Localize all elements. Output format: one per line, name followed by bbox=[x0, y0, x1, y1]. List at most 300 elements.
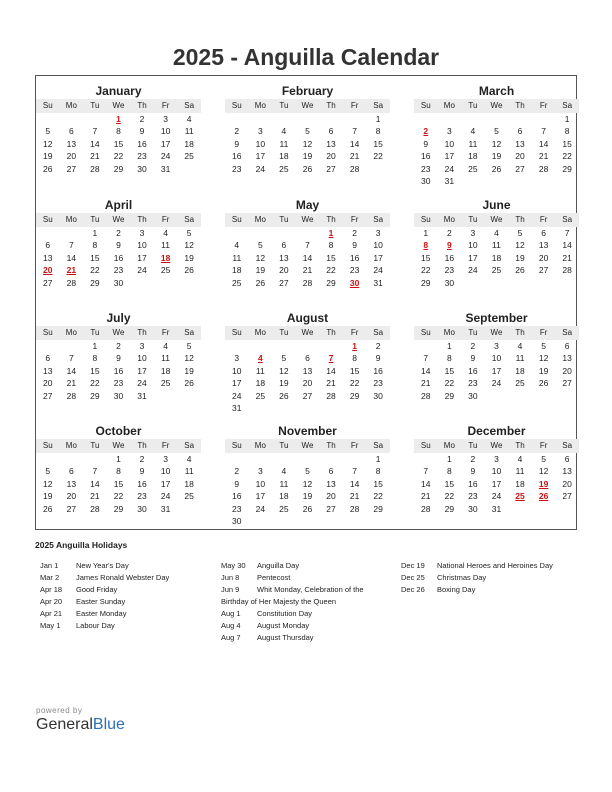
week-row bbox=[225, 227, 390, 239]
weekday-label: We bbox=[490, 101, 503, 110]
weekday-label: Fr bbox=[350, 215, 359, 224]
week-row bbox=[414, 125, 579, 137]
weekday-label: We bbox=[112, 328, 125, 337]
day-cell: 1 bbox=[446, 341, 452, 351]
week-row bbox=[225, 503, 390, 515]
weekday-label: Su bbox=[420, 441, 431, 450]
month-name: July bbox=[106, 311, 131, 325]
day-cell: 6 bbox=[564, 454, 570, 464]
weekday-label: We bbox=[301, 101, 314, 110]
week-row bbox=[414, 239, 579, 251]
day-cell: 12 bbox=[43, 138, 53, 149]
day-cell: 16 bbox=[373, 365, 383, 376]
day-cell: 4 bbox=[186, 454, 192, 464]
day-cell: 3 bbox=[163, 454, 168, 464]
month-name: June bbox=[482, 198, 511, 212]
day-cell: 29 bbox=[326, 277, 336, 288]
empty-day-cell bbox=[343, 515, 367, 527]
weekday-label: Fr bbox=[539, 328, 548, 337]
day-cell: 12 bbox=[302, 478, 313, 489]
day-cell: 22 bbox=[373, 491, 383, 502]
day-cell: 24 bbox=[137, 265, 147, 276]
day-cell: 25 bbox=[232, 277, 242, 288]
day-cell: 27 bbox=[515, 163, 525, 174]
day-cell: 20 bbox=[538, 252, 549, 263]
empty-day-cell bbox=[249, 402, 273, 414]
weekday-label: Th bbox=[137, 215, 147, 224]
day-cell: 5 bbox=[305, 466, 310, 477]
day-cell: 13 bbox=[538, 240, 549, 251]
day-cell: 15 bbox=[90, 365, 100, 376]
holiday-date: Aug 4 bbox=[221, 621, 241, 630]
month-10 bbox=[225, 423, 390, 527]
empty-day-cell bbox=[272, 113, 296, 125]
weekday-label: Su bbox=[42, 441, 53, 450]
day-cell: 12 bbox=[279, 365, 289, 376]
holiday-date: Mar 2 bbox=[40, 573, 60, 582]
day-cell: 5 bbox=[541, 454, 546, 464]
day-cell: 6 bbox=[564, 341, 570, 351]
day-cell: 8 bbox=[375, 126, 381, 137]
week-row bbox=[36, 163, 201, 175]
week-row bbox=[414, 252, 579, 264]
day-cell: 31 bbox=[232, 402, 242, 413]
day-cell: 11 bbox=[161, 353, 170, 364]
weekday-label: Su bbox=[42, 101, 53, 110]
day-cell: 20 bbox=[326, 491, 336, 502]
day-cell: 8 bbox=[446, 466, 452, 477]
day-cell: 11 bbox=[184, 466, 194, 477]
day-cell: 14 bbox=[349, 478, 360, 489]
day-cell: 18 bbox=[468, 151, 478, 162]
day-cell: 26 bbox=[491, 163, 502, 174]
week-row bbox=[225, 377, 390, 389]
day-cell: 12 bbox=[184, 353, 194, 364]
month-11 bbox=[414, 423, 579, 515]
brand-powered-text: powered by bbox=[36, 706, 83, 715]
weekday-label: Su bbox=[42, 328, 53, 337]
week-row bbox=[36, 352, 201, 364]
day-cell: 24 bbox=[373, 265, 383, 276]
day-cell: 2 bbox=[139, 114, 145, 124]
week-row bbox=[36, 390, 201, 402]
day-cell: 12 bbox=[491, 138, 502, 149]
week-row bbox=[225, 390, 390, 402]
empty-day-cell bbox=[154, 277, 178, 289]
weekday-label: Sa bbox=[562, 328, 573, 337]
day-cell: 23 bbox=[373, 378, 383, 389]
day-cell: 17 bbox=[160, 138, 171, 149]
day-cell: 3 bbox=[470, 228, 476, 238]
day-cell: 16 bbox=[232, 151, 242, 162]
weekday-label: We bbox=[301, 441, 314, 450]
empty-day-cell bbox=[249, 340, 273, 352]
day-cell: 19 bbox=[302, 491, 313, 502]
day-cell: 19 bbox=[538, 365, 549, 376]
day-cell: 19 bbox=[515, 252, 525, 263]
day-cell: 14 bbox=[421, 478, 431, 489]
holiday-name: August Thursday bbox=[257, 633, 314, 642]
day-cell: 22 bbox=[113, 151, 124, 162]
empty-day-cell bbox=[296, 340, 320, 352]
day-cell: 24 bbox=[255, 503, 266, 514]
day-cell: 10 bbox=[232, 365, 242, 376]
empty-day-cell bbox=[36, 113, 60, 125]
day-cell: 3 bbox=[163, 114, 168, 124]
day-cell: 3 bbox=[494, 454, 499, 464]
weekday-label: Fr bbox=[350, 328, 359, 337]
holiday-name: James Ronald Webster Day bbox=[76, 573, 170, 582]
weekday-label: Tu bbox=[468, 328, 478, 337]
day-cell: 10 bbox=[160, 466, 171, 477]
day-cell: 5 bbox=[45, 466, 51, 477]
day-cell: 29 bbox=[113, 503, 124, 514]
week-row bbox=[414, 113, 579, 125]
day-cell: 24 bbox=[468, 265, 478, 276]
holiday-name: New Year's Day bbox=[76, 561, 129, 570]
empty-day-cell bbox=[414, 453, 438, 465]
week-row bbox=[36, 113, 201, 125]
week-row bbox=[414, 478, 579, 490]
day-cell: 5 bbox=[541, 341, 546, 351]
day-cell: 22 bbox=[421, 265, 431, 276]
weekday-label: Sa bbox=[184, 101, 195, 110]
day-cell: 11 bbox=[515, 466, 525, 477]
weekday-header bbox=[36, 439, 201, 453]
day-cell: 31 bbox=[373, 277, 383, 288]
month-name: May bbox=[295, 198, 320, 212]
day-cell: 21 bbox=[349, 491, 360, 502]
empty-day-cell bbox=[249, 515, 273, 527]
day-cell: 2 bbox=[470, 454, 476, 464]
day-cell: 6 bbox=[68, 126, 74, 137]
day-cell: 6 bbox=[328, 126, 334, 137]
weekday-label: Th bbox=[515, 441, 525, 450]
holiday-date: May 30 bbox=[221, 561, 246, 570]
day-cell: 10 bbox=[255, 478, 266, 489]
day-cell: 25 bbox=[184, 151, 194, 162]
day-cell: 23 bbox=[232, 503, 242, 514]
day-cell: 8 bbox=[92, 240, 98, 251]
day-cell: 16 bbox=[232, 491, 242, 502]
day-cell: 13 bbox=[562, 466, 572, 477]
weekday-label: Sa bbox=[562, 215, 573, 224]
empty-day-cell bbox=[177, 390, 201, 402]
day-cell: 3 bbox=[257, 466, 263, 477]
day-cell: 6 bbox=[281, 240, 287, 251]
day-cell: 24 bbox=[491, 491, 502, 502]
week-row bbox=[225, 515, 390, 527]
week-row bbox=[225, 138, 390, 150]
empty-day-cell bbox=[461, 113, 485, 125]
holiday-day-cell: 1 bbox=[352, 341, 357, 351]
week-row bbox=[36, 490, 201, 502]
day-cell: 7 bbox=[68, 353, 74, 364]
holiday-row bbox=[401, 572, 553, 584]
week-row bbox=[225, 340, 390, 352]
empty-day-cell bbox=[296, 515, 320, 527]
holiday-name: Constitution Day bbox=[257, 609, 313, 618]
day-cell: 30 bbox=[373, 390, 383, 401]
day-cell: 27 bbox=[562, 378, 572, 389]
weekday-label: Su bbox=[231, 441, 242, 450]
empty-day-cell bbox=[83, 113, 107, 125]
day-cell: 7 bbox=[541, 126, 546, 137]
week-row bbox=[414, 163, 579, 175]
day-cell: 5 bbox=[45, 126, 51, 137]
day-cell: 21 bbox=[421, 378, 431, 389]
day-cell: 22 bbox=[444, 491, 455, 502]
weekday-header bbox=[414, 326, 579, 340]
day-cell: 9 bbox=[234, 478, 240, 489]
day-cell: 14 bbox=[326, 365, 336, 376]
day-cell: 16 bbox=[468, 365, 478, 376]
empty-day-cell bbox=[438, 113, 462, 125]
holiday-row bbox=[40, 620, 169, 632]
day-cell: 13 bbox=[43, 365, 53, 376]
day-cell: 19 bbox=[184, 365, 194, 376]
weekday-label: Tu bbox=[279, 328, 289, 337]
holiday-date: Jan 1 bbox=[40, 561, 59, 570]
day-cell: 7 bbox=[423, 466, 429, 477]
brand-name-part2: Blue bbox=[92, 716, 125, 733]
day-cell: 4 bbox=[234, 240, 240, 251]
week-row bbox=[225, 264, 390, 276]
day-cell: 17 bbox=[137, 252, 147, 263]
month-name: March bbox=[478, 84, 515, 98]
empty-day-cell bbox=[555, 503, 579, 515]
week-row bbox=[414, 138, 579, 150]
holiday-name: Whit Monday, Celebration of the bbox=[257, 585, 364, 594]
day-cell: 23 bbox=[113, 265, 124, 276]
day-cell: 28 bbox=[66, 277, 77, 288]
month-name: October bbox=[95, 424, 142, 438]
day-cell: 4 bbox=[281, 126, 287, 137]
day-cell: 1 bbox=[116, 454, 121, 464]
holiday-day-cell: 9 bbox=[446, 240, 452, 251]
holiday-day-cell: 19 bbox=[538, 478, 549, 489]
empty-day-cell bbox=[532, 390, 556, 402]
weekday-label: Mo bbox=[65, 441, 77, 450]
weekday-header bbox=[414, 213, 579, 227]
empty-day-cell bbox=[319, 453, 343, 465]
empty-day-cell bbox=[272, 402, 296, 414]
day-cell: 21 bbox=[349, 151, 360, 162]
day-cell: 17 bbox=[255, 151, 266, 162]
week-row bbox=[36, 138, 201, 150]
holiday-day-cell: 4 bbox=[257, 353, 263, 364]
day-cell: 19 bbox=[43, 151, 53, 162]
day-cell: 1 bbox=[92, 341, 98, 351]
day-cell: 29 bbox=[444, 503, 455, 514]
weekday-header bbox=[36, 213, 201, 227]
holiday-day-cell: 2 bbox=[423, 126, 429, 137]
day-cell: 5 bbox=[281, 353, 287, 364]
holiday-day-cell: 30 bbox=[349, 277, 360, 288]
day-cell: 29 bbox=[349, 390, 360, 401]
week-row bbox=[414, 227, 579, 239]
day-cell: 24 bbox=[491, 378, 502, 389]
holidays-column-3 bbox=[401, 560, 553, 596]
empty-day-cell bbox=[272, 515, 296, 527]
day-cell: 28 bbox=[421, 503, 431, 514]
week-row bbox=[225, 352, 390, 364]
day-cell: 13 bbox=[66, 478, 77, 489]
day-cell: 28 bbox=[90, 503, 100, 514]
weekday-label: Mo bbox=[65, 215, 77, 224]
weekday-label: Th bbox=[326, 328, 336, 337]
day-cell: 17 bbox=[444, 151, 455, 162]
month-7 bbox=[225, 310, 390, 414]
day-cell: 7 bbox=[564, 228, 570, 238]
day-cell: 3 bbox=[139, 228, 145, 238]
holiday-day-cell: 18 bbox=[160, 252, 171, 263]
day-cell: 26 bbox=[184, 378, 194, 389]
day-cell: 8 bbox=[352, 353, 357, 364]
empty-day-cell bbox=[60, 453, 84, 465]
day-cell: 28 bbox=[302, 277, 313, 288]
week-row bbox=[36, 465, 201, 477]
month-name: January bbox=[95, 84, 142, 98]
empty-day-cell bbox=[177, 503, 201, 515]
day-cell: 11 bbox=[232, 252, 242, 263]
holiday-row bbox=[401, 560, 553, 572]
day-cell: 14 bbox=[66, 252, 77, 263]
weekday-header bbox=[36, 326, 201, 340]
weekday-label: Th bbox=[326, 441, 336, 450]
week-row bbox=[414, 264, 579, 276]
day-cell: 22 bbox=[373, 151, 383, 162]
weekday-header bbox=[36, 99, 201, 113]
day-cell: 18 bbox=[160, 365, 171, 376]
day-cell: 3 bbox=[234, 353, 240, 364]
holiday-date: Apr 20 bbox=[40, 597, 63, 606]
day-cell: 29 bbox=[562, 163, 572, 174]
day-cell: 27 bbox=[43, 390, 53, 401]
day-cell: 3 bbox=[139, 341, 145, 351]
holiday-date: Dec 26 bbox=[401, 585, 425, 594]
day-cell: 7 bbox=[352, 126, 357, 137]
day-cell: 4 bbox=[517, 454, 523, 464]
day-cell: 30 bbox=[444, 277, 455, 288]
day-cell: 17 bbox=[232, 378, 242, 389]
week-row bbox=[36, 150, 201, 162]
holiday-name: Good Friday bbox=[76, 585, 118, 594]
day-cell: 30 bbox=[113, 277, 124, 288]
holiday-date: Aug 7 bbox=[221, 633, 241, 642]
empty-day-cell bbox=[319, 515, 343, 527]
day-cell: 23 bbox=[137, 151, 147, 162]
weekday-label: Sa bbox=[373, 215, 384, 224]
weekday-label: Fr bbox=[539, 101, 548, 110]
empty-day-cell bbox=[555, 390, 579, 402]
day-cell: 20 bbox=[515, 151, 525, 162]
week-row bbox=[225, 402, 390, 414]
holiday-name: August Monday bbox=[257, 621, 310, 630]
holidays-title: 2025 Anguilla Holidays bbox=[35, 540, 128, 550]
holiday-day-cell: 20 bbox=[43, 265, 53, 276]
week-row bbox=[414, 465, 579, 477]
day-cell: 16 bbox=[349, 252, 360, 263]
weekday-label: Th bbox=[326, 215, 336, 224]
day-cell: 6 bbox=[45, 240, 51, 251]
day-cell: 16 bbox=[444, 252, 455, 263]
holiday-date: Apr 21 bbox=[40, 609, 63, 618]
weekday-label: Sa bbox=[562, 101, 573, 110]
month-name: April bbox=[104, 198, 133, 212]
day-cell: 13 bbox=[43, 252, 53, 263]
holiday-row bbox=[40, 608, 169, 620]
day-cell: 11 bbox=[279, 138, 289, 149]
day-cell: 12 bbox=[43, 478, 53, 489]
day-cell: 10 bbox=[491, 353, 502, 364]
day-cell: 13 bbox=[515, 138, 525, 149]
day-cell: 10 bbox=[468, 240, 478, 251]
day-cell: 30 bbox=[468, 390, 478, 401]
empty-day-cell bbox=[249, 113, 273, 125]
day-cell: 20 bbox=[43, 378, 53, 389]
day-cell: 26 bbox=[43, 503, 53, 514]
empty-day-cell bbox=[485, 175, 509, 187]
holiday-name: Boxing Day bbox=[437, 585, 476, 594]
week-row bbox=[36, 453, 201, 465]
day-cell: 9 bbox=[116, 240, 121, 251]
weekday-label: We bbox=[301, 215, 314, 224]
weekday-label: Fr bbox=[161, 215, 170, 224]
week-row bbox=[225, 465, 390, 477]
empty-day-cell bbox=[366, 163, 390, 175]
day-cell: 21 bbox=[66, 378, 77, 389]
week-row bbox=[225, 490, 390, 502]
weekday-label: Sa bbox=[184, 441, 195, 450]
day-cell: 3 bbox=[446, 126, 452, 137]
day-cell: 2 bbox=[352, 228, 357, 238]
day-cell: 4 bbox=[494, 228, 499, 238]
weekday-label: Th bbox=[137, 328, 147, 337]
holiday-date: Jun 9 bbox=[221, 585, 240, 594]
day-cell: 25 bbox=[160, 265, 171, 276]
day-cell: 14 bbox=[90, 478, 100, 489]
day-cell: 7 bbox=[68, 240, 74, 251]
day-cell: 19 bbox=[184, 252, 194, 263]
day-cell: 2 bbox=[234, 466, 240, 477]
day-cell: 30 bbox=[113, 390, 124, 401]
holiday-name: National Heroes and Heroines Day bbox=[437, 561, 553, 570]
week-row bbox=[414, 503, 579, 515]
holiday-day-cell: 25 bbox=[515, 491, 525, 502]
day-cell: 25 bbox=[255, 390, 266, 401]
day-cell: 28 bbox=[349, 503, 360, 514]
day-cell: 25 bbox=[160, 378, 171, 389]
week-row bbox=[414, 365, 579, 377]
weekday-label: Tu bbox=[90, 441, 100, 450]
day-cell: 7 bbox=[92, 126, 98, 137]
weekday-label: Th bbox=[326, 101, 336, 110]
empty-day-cell bbox=[225, 453, 249, 465]
day-cell: 31 bbox=[160, 503, 171, 514]
day-cell: 12 bbox=[184, 240, 194, 251]
day-cell: 18 bbox=[515, 478, 525, 489]
day-cell: 9 bbox=[234, 138, 240, 149]
weekday-label: Mo bbox=[443, 215, 455, 224]
day-cell: 11 bbox=[468, 138, 478, 149]
day-cell: 29 bbox=[373, 503, 383, 514]
day-cell: 6 bbox=[517, 126, 523, 137]
day-cell: 27 bbox=[562, 491, 572, 502]
weekday-label: We bbox=[301, 328, 314, 337]
day-cell: 16 bbox=[421, 151, 431, 162]
day-cell: 31 bbox=[491, 503, 502, 514]
